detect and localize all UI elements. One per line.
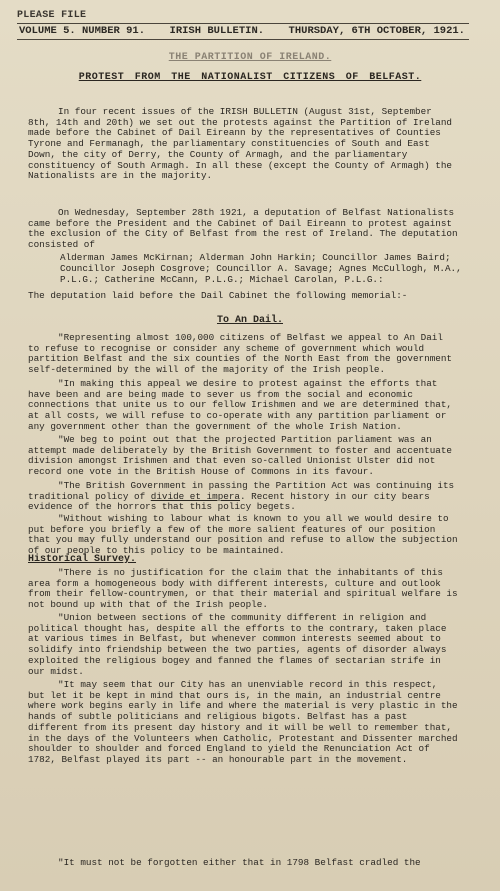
document-title: THE PARTITION OF IRELAND. [168,52,332,63]
memorial-paragraph-3: "We beg to point out that the projected Partition parliament was an attempt made deliberately by the British Government to foster and accentuate division amongst Irishmen and that even so-called Unionist Ulster did not record one vote in the British House of Commons in its favour. [28,434,453,478]
memorial-paragraph-4-end: . Recent history in our city bears evidence of the horrors that this policy begets. [28,490,430,513]
memorial-paragraph-8: "It may seem that our City has an unenviable record in this respect, but let it be kept in mind that ours is, in the main, an industrial centre where work begins early in life and where the material is very plastic in the hands of subtle politicians and religious bigots. Belfast has a past different from its present day history and it will be well to remember that, in the days of the Volunteers when Catholic, Protestant and Dissenter marched shoulder to shoulder and forced England to yield the Renunciation Act of 1782, Belfast played its part -- an honourable part in the movement. [28,679,458,765]
volume-number: VOLUME 5. NUMBER 91. [19,25,146,37]
section-heading-historical-survey: Historical Survey. [28,554,137,565]
latin-phrase: divide et impera [150,490,241,502]
memorial-paragraph-9: "It must not be forgotten either that in 1798 Belfast cradled the [58,857,421,868]
publication-name: IRISH BULLETIN. [169,25,265,37]
issue-date: THURSDAY, 6TH OCTOBER, 1921. [288,25,465,37]
memorial-paragraph-7: "Union between sections of the community different in religion and political thought has, despite all the efforts to the contrary, taken place at various times in Belfast, but whenever common interests seemed about to solidify into friendship between the two parties, agents of disorder always exploited the religious bogey and fanned the flames of sectarian strife in our midst. [28,612,447,677]
document-subtitle: PROTEST FROM THE NATIONALIST CITIZENS OF BELFAST. [78,72,422,83]
deputation-names: Alderman James McKirnan; Alderman John Harkin; Councillor James Baird; Councillor Joseph Cosgrove; Councillor A. Savage; Agnes McCullogh, M.A., P.L.G.; Catherine McCann, P.L.G.; Michael Carolan, P.L.G.: [60,252,462,285]
memorial-heading: To An Dail. [216,315,283,326]
memorial-paragraph-6: "There is no justification for the claim that the inhabitants of this area form a homogeneous body with different interests, culture and outlook from their fellow-countrymen, or that their material and spiritual welfare is not bound up with that of the Irish people. [28,567,458,611]
memorial-paragraph-4-start: "The British Government in passing the Partition Act was continuing its traditional policy of [28,480,455,502]
paragraph-deputation: On Wednesday, September 28th 1921, a deputation of Belfast Nationalists came before the President and the Cabinet of Dail Eireann to protest against the exclusion of the City of Belfast from the rest of Ireland. The deputation consisted of [28,207,458,251]
paragraph-memorial-intro: The deputation laid before the Dail Cabinet the following memorial:- [28,290,408,301]
bulletin-header [17,23,469,40]
file-stamp: PLEASE FILE [17,10,87,21]
memorial-paragraph-4 [28,481,458,513]
memorial-paragraph-1: "Representing almost 100,000 citizens of Belfast we appeal to An Dail to refuse to recognise or consider any scheme of government which would partition Belfast and the six counties of the North East from the government self-determined by the will of the majority of the Irish people. [28,332,453,376]
memorial-paragraph-5: "Without wishing to labour what is known to you all we would desire to put before you briefly a few of the more salient features of our position that you may fully understand our position and refuse to allow the subjection of our people to this policy to be maintained. [28,513,458,557]
paragraph-intro: In four recent issues of the IRISH BULLETIN (August 31st, September 8th, 14th and 20th) we set out the protests against the Partition of Ireland made before the Cabinet of Dail Eireann by the representatives of Counties Tyrone and Fermanagh, the parliamentary constituencies of South and East Down, the city of Derry, the County of Armagh, and the parliamentary constituency of South Armagh. In all these (except the County of Armagh) the Nationalists are in the majority. [28,106,453,182]
memorial-paragraph-2: "In making this appeal we desire to protest against the efforts that have been and are being made to sever us from the social and economic connections that unite us to our fellow Irishmen and we are determined that, at all costs, we will refuse to co-operate with any partition parliament or any government other than the government of the whole Irish Nation. [28,378,453,432]
